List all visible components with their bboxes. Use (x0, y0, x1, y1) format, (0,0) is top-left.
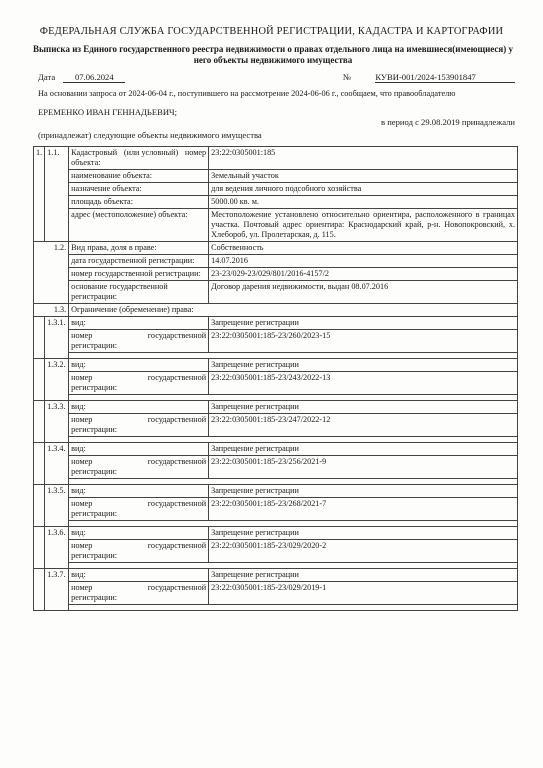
restriction-reg-label: номер государственной регистрации: (69, 498, 209, 521)
restriction-num: 1.3.4. (45, 443, 69, 485)
reg-basis-value: Договор дарения недвижимости, выдан 08.07.2016 (209, 281, 518, 304)
restriction-reg-row (34, 372, 518, 395)
restriction-num: 1.3.5. (45, 485, 69, 527)
period-text: в период с 29.08.2019 принадлежали (381, 117, 515, 127)
restriction-kind-value: Запрещение регистрации (209, 527, 518, 540)
row-restrictions-header (34, 304, 518, 317)
purpose-value: для ведения личного подсобного хозяйства (209, 183, 518, 196)
purpose-label: назначение объекта: (69, 183, 209, 196)
number-label: № (343, 72, 352, 82)
row-name (34, 170, 518, 183)
row-area (34, 196, 518, 209)
restriction-num: 1.3.6. (45, 527, 69, 569)
area-label: площадь объекта: (69, 196, 209, 209)
restriction-reg-label: номер государственной регистрации: (69, 582, 209, 605)
restriction-kind-row (34, 359, 518, 372)
restriction-reg-row (34, 414, 518, 437)
restriction-kind-label: вид: (69, 527, 209, 540)
restriction-num: 1.3.3. (45, 401, 69, 443)
restriction-spacer (34, 359, 45, 401)
cell-num-1-3: 1.3. (34, 304, 69, 317)
row-reg-date (34, 255, 518, 268)
document-title: Выписка из Единого государственного реестра недвижимости о правах отдельного лица на имевшиеся(имеющиеся) у него объекты недвижимого имущества (33, 44, 513, 65)
cadastral-label: Кадастровый (или условный) номер объекта: (69, 147, 209, 170)
reg-basis-label: основание государственной регистрации: (69, 281, 209, 304)
reg-number-value: 23-23/029-23/029/801/2016-4157/2 (209, 268, 518, 281)
row-address (34, 209, 518, 242)
restriction-reg-label: номер государственной регистрации: (69, 414, 209, 437)
restriction-blank-row (34, 605, 518, 611)
row-reg-basis (34, 281, 518, 304)
restriction-kind-label: вид: (69, 317, 209, 330)
row-purpose (34, 183, 518, 196)
restriction-reg-row (34, 498, 518, 521)
restriction-blank-cell (69, 605, 518, 611)
cell-num-1: 1. (34, 147, 45, 242)
date-line (38, 72, 125, 83)
right-type-value: Собственность (209, 242, 518, 255)
row-reg-number (34, 268, 518, 281)
restriction-spacer (34, 443, 45, 485)
restriction-spacer (34, 569, 45, 611)
restriction-kind-row (34, 317, 518, 330)
name-value: Земельный участок (209, 170, 518, 183)
restriction-spacer (34, 401, 45, 443)
date-value: 07.06.2024 (63, 72, 125, 83)
restriction-num: 1.3.7. (45, 569, 69, 611)
restriction-spacer (34, 317, 45, 359)
restriction-kind-row (34, 527, 518, 540)
owner-name: ЕРЕМЕНКО ИВАН ГЕННАДЬЕВИЧ; (38, 107, 177, 117)
restriction-reg-value: 23:22:0305001:185-23/029/2019-1 (209, 582, 518, 605)
agency-header: ФЕДЕРАЛЬНАЯ СЛУЖБА ГОСУДАРСТВЕННОЙ РЕГИСТРАЦИИ, КАДАСТРА И КАРТОГРАФИИ (39, 26, 504, 37)
restriction-kind-row (34, 401, 518, 414)
restriction-kind-value: Запрещение регистрации (209, 485, 518, 498)
restriction-reg-row (34, 540, 518, 563)
restriction-kind-label: вид: (69, 401, 209, 414)
restriction-reg-value: 23:22:0305001:185-23/260/2023-15 (209, 330, 518, 353)
restriction-kind-row (34, 485, 518, 498)
restriction-kind-row (34, 443, 518, 456)
row-cadastral (34, 147, 518, 170)
restriction-kind-label: вид: (69, 359, 209, 372)
restriction-num: 1.3.1. (45, 317, 69, 359)
restriction-reg-row (34, 456, 518, 479)
restrictions-label: Ограничение (обременение) права: (69, 304, 518, 317)
restriction-kind-row (34, 569, 518, 582)
restriction-spacer (34, 485, 45, 527)
area-value: 5000.00 кв. м. (209, 196, 518, 209)
restriction-spacer (34, 527, 45, 569)
number-value: КУВИ-001/2024-153901847 (375, 72, 515, 83)
restriction-kind-label: вид: (69, 485, 209, 498)
address-value: Местоположение установлено относительно ориентира, расположенного в границах участка. Почтовый адрес ориентира: Краснодарский край, р-н. Новопокровский, х. Хлебороб, ул. Пролетарская, д. 115. (209, 209, 518, 242)
restriction-kind-value: Запрещение регистрации (209, 443, 518, 456)
cell-num-1-1: 1.1. (45, 147, 69, 242)
name-label: наименование объекта: (69, 170, 209, 183)
restriction-reg-row (34, 582, 518, 605)
number-line (343, 72, 515, 83)
address-label: адрес (местоположение) объекта: (69, 209, 209, 242)
restriction-num: 1.3.2. (45, 359, 69, 401)
restriction-reg-value: 23:22:0305001:185-23/247/2022-12 (209, 414, 518, 437)
property-table (33, 146, 518, 611)
restriction-kind-value: Запрещение регистрации (209, 359, 518, 372)
restriction-reg-label: номер государственной регистрации: (69, 540, 209, 563)
reg-date-label: дата государственной регистрации: (69, 255, 209, 268)
reg-date-value: 14.07.2016 (209, 255, 518, 268)
restriction-kind-value: Запрещение регистрации (209, 401, 518, 414)
restriction-reg-label: номер государственной регистрации: (69, 330, 209, 353)
restriction-reg-value: 23:22:0305001:185-23/243/2022-13 (209, 372, 518, 395)
reg-number-label: номер государственной регистрации: (69, 268, 209, 281)
restriction-reg-label: номер государственной регистрации: (69, 456, 209, 479)
restriction-reg-label: номер государственной регистрации: (69, 372, 209, 395)
basis-text: На основании запроса от 2024-06-04 г., поступившего на рассмотрение 2024-06-06 г., сообщаем, что правообладателю (38, 89, 456, 98)
right-type-label: Вид права, доля в праве: (69, 242, 209, 255)
cell-num-1-2: 1.2. (34, 242, 69, 304)
restriction-reg-value: 23:22:0305001:185-23/256/2021-9 (209, 456, 518, 479)
restriction-kind-label: вид: (69, 569, 209, 582)
restriction-reg-value: 23:22:0305001:185-23/029/2020-2 (209, 540, 518, 563)
date-label: Дата (38, 72, 56, 82)
cadastral-value: 23:22:0305001:185 (209, 147, 518, 170)
row-right-type (34, 242, 518, 255)
belongs-text: (принадлежат) следующие объекты недвижимого имущества (38, 130, 262, 140)
restriction-kind-value: Запрещение регистрации (209, 569, 518, 582)
restriction-reg-row (34, 330, 518, 353)
restriction-kind-label: вид: (69, 443, 209, 456)
restrictions-list (34, 317, 518, 611)
restriction-reg-value: 23:22:0305001:185-23/268/2021-7 (209, 498, 518, 521)
restriction-kind-value: Запрещение регистрации (209, 317, 518, 330)
